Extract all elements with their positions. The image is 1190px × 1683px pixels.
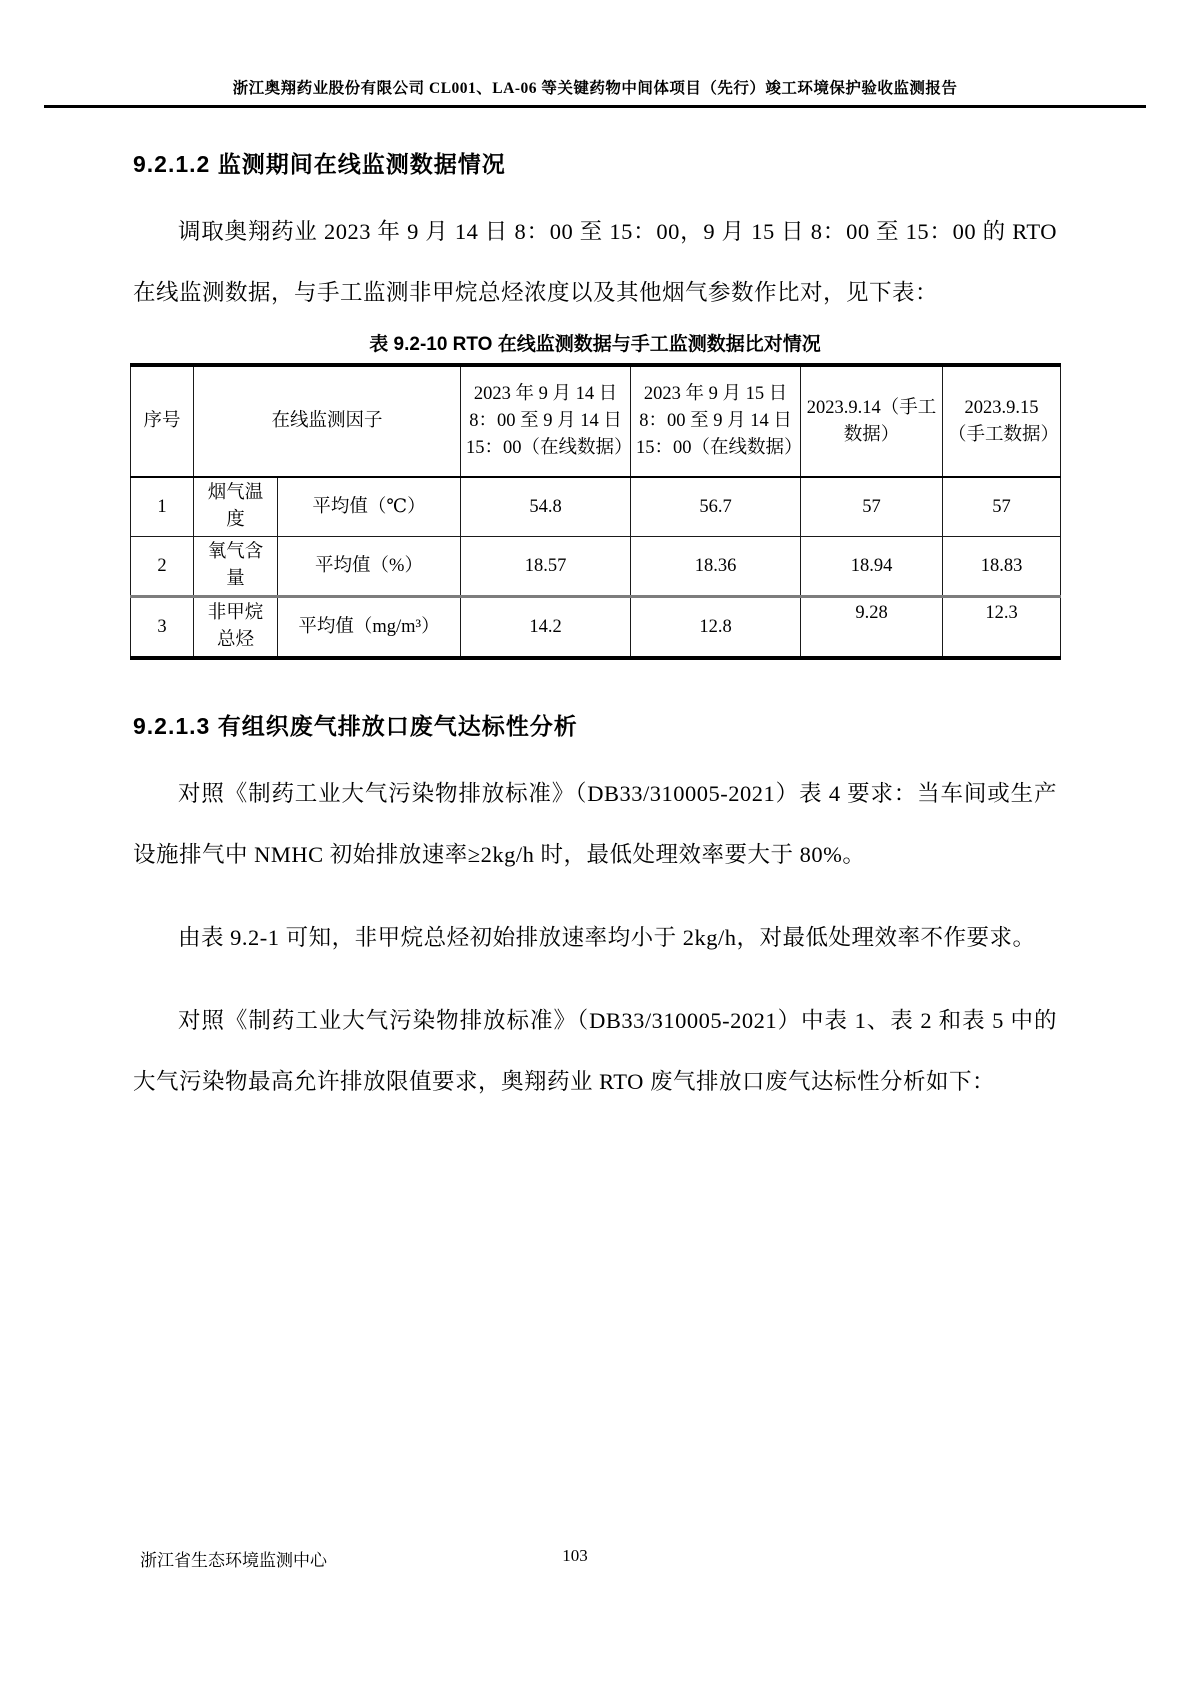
cell-index: 2 [131,537,194,597]
page-header-title: 浙江奥翔药业股份有限公司 CL001、LA-06 等关键药物中间体项目（先行）竣工环境保护验收监测报告 [232,80,958,97]
header-online-0915: 2023 年 9 月 15 日 8：00 至 9 月 14 日 15：00（在线数据） [631,365,801,477]
header-online-0914: 2023 年 9 月 14 日 8：00 至 9 月 14 日 15：00（在线数据） [461,365,631,477]
header-index: 序号 [131,365,194,477]
paragraph-online-data-intro: 调取奥翔药业 2023 年 9 月 14 日 8：00 至 15：00，9 月 15 日 8：00 至 15：00 的 RTO 在线监测数据，与手工监测非甲烷总烃浓度以及其他烟气参数作比对，见下表： [133,219,1057,305]
footer-page-number: 103 [562,1546,588,1565]
cell-manual-0915: 57 [943,477,1061,537]
cell-manual-0914: 9.28 [801,597,943,659]
paragraph-rate-below-2kgh: 由表 9.2-1 可知，非甲烷总烃初始排放速率均小于 2kg/h，对最低处理效率不作要求。 [178,925,1036,950]
section-heading-9213: 9.2.1.3 有组织废气排放口废气达标性分析 [133,713,578,739]
cell-index: 3 [131,597,194,659]
cell-factor: 烟气温度 [194,477,278,537]
cell-stat: 平均值（%） [278,537,461,597]
cell-manual-0914: 57 [801,477,943,537]
cell-online-0915: 56.7 [631,477,801,537]
header-factor: 在线监测因子 [194,365,461,477]
cell-online-0914: 54.8 [461,477,631,537]
table-row [131,597,1061,659]
comparison-table [130,363,1061,660]
header-divider [44,105,1146,108]
cell-manual-0915: 18.83 [943,537,1061,597]
table-row [131,537,1061,597]
paragraph-standard-table4: 对照《制药工业大气污染物排放标准》（DB33/310005-2021）表 4 要求：当车间或生产设施排气中 NMHC 初始排放速率≥2kg/h 时，最低处理效率要大于 80%。 [133,781,1057,867]
cell-online-0914: 18.57 [461,537,631,597]
cell-online-0915: 12.8 [631,597,801,659]
cell-stat: 平均值（℃） [278,477,461,537]
cell-stat: 平均值（mg/m³） [278,597,461,659]
header-manual-0915: 2023.9.15（手工数据） [943,365,1061,477]
cell-factor: 非甲烷总烃 [194,597,278,659]
cell-factor: 氧气含量 [194,537,278,597]
section-heading-9212: 9.2.1.2 监测期间在线监测数据情况 [133,151,506,177]
cell-online-0915: 18.36 [631,537,801,597]
cell-manual-0914: 18.94 [801,537,943,597]
paragraph-limit-analysis-intro: 对照《制药工业大气污染物排放标准》（DB33/310005-2021）中表 1、表 2 和表 5 中的大气污染物最高允许排放限值要求，奥翔药业 RTO 废气排放口废气达标性分析如下： [133,1008,1057,1094]
header-manual-0914: 2023.9.14（手工数据） [801,365,943,477]
footer-organization: 浙江省生态环境监测中心 [140,1551,327,1570]
table-header-row [131,365,1061,477]
table-row [131,477,1061,537]
cell-manual-0915: 12.3 [943,597,1061,659]
cell-online-0914: 14.2 [461,597,631,659]
cell-index: 1 [131,477,194,537]
table-caption: 表 9.2-10 RTO 在线监测数据与手工监测数据比对情况 [369,334,821,355]
